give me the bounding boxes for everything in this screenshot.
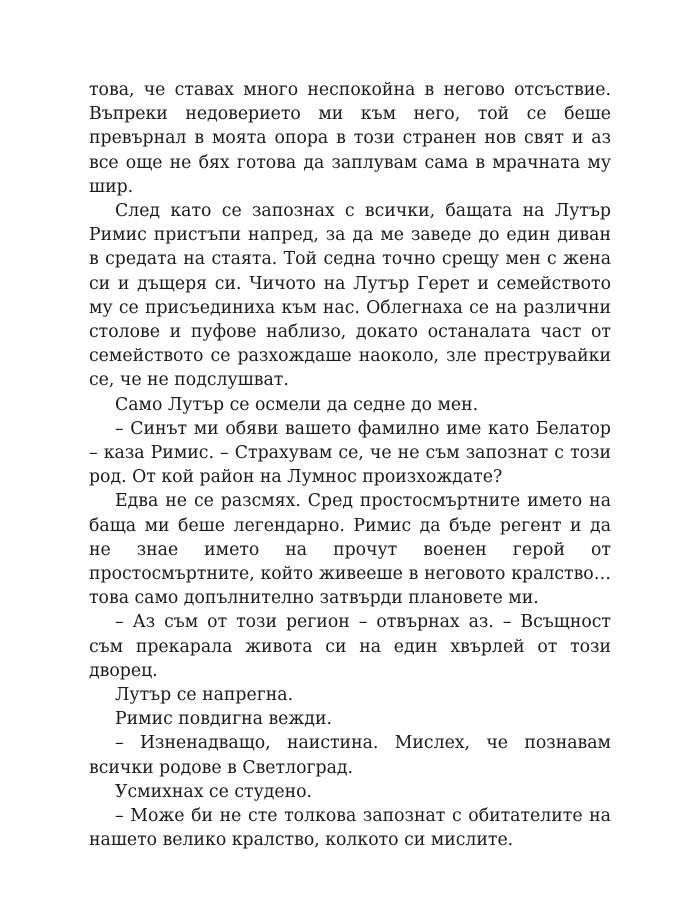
paragraph: Римис повдигна вежди. [115, 709, 332, 730]
paragraph: Усмихнах се студено. [115, 781, 313, 802]
paragraph: След като се запознах с всички, бащата на Лутър Римис пристъпи напред, за да ме заведе до един диван в средата на стаята. Той седна точно срещу мен с жена си и дъщеря си. Чичото на Лутър Герет и семейството му се присъединиха към нас. Облегнаха се на различни столове и пуфове наблизо, докато останалата част от семейството се разхождаше наоколо, зле преструвайки се, че не подслушват. [89, 201, 611, 391]
paragraph: – Синът ми обяви вашето фамилно име като Белатор – каза Римис. – Страхувам се, че не съм запознат с този род. От кой район на Лумнос произхождате? [89, 418, 611, 488]
book-page-text [89, 78, 611, 853]
paragraph: това, че ставах много неспокойна в негово отсъствие. Въпреки недоверието ми към него, той се беше превърнал в моята опора в този странен нов свят и аз все още не бях готова да заплувам сама в мрачната му шир. [89, 80, 611, 197]
paragraph: Само Лутър се осмели да седне до мен. [115, 394, 479, 415]
paragraph: – Може би не сте толкова запознат с обитателите на нашето велико кралство, колкото си мислите. [89, 806, 611, 851]
paragraph: Лутър се напрегна. [115, 685, 294, 706]
paragraph: Едва не се разсмях. Сред простосмъртните името на баща ми беше легендарно. Римис да бъде регент и да не знае името на прочут военен герой от простосмъртните, който живееше в неговото кралство… това само допълнително затвърди плановете ми. [89, 491, 611, 609]
paragraph: – Изненадващо, наистина. Мислех, че познавам всички родове в Светлоград. [89, 733, 611, 778]
paragraph: – Аз съм от този регион – отвърнах аз. – Всъщност съм прекарала живота си на един хвърлей от този дворец. [89, 612, 611, 681]
